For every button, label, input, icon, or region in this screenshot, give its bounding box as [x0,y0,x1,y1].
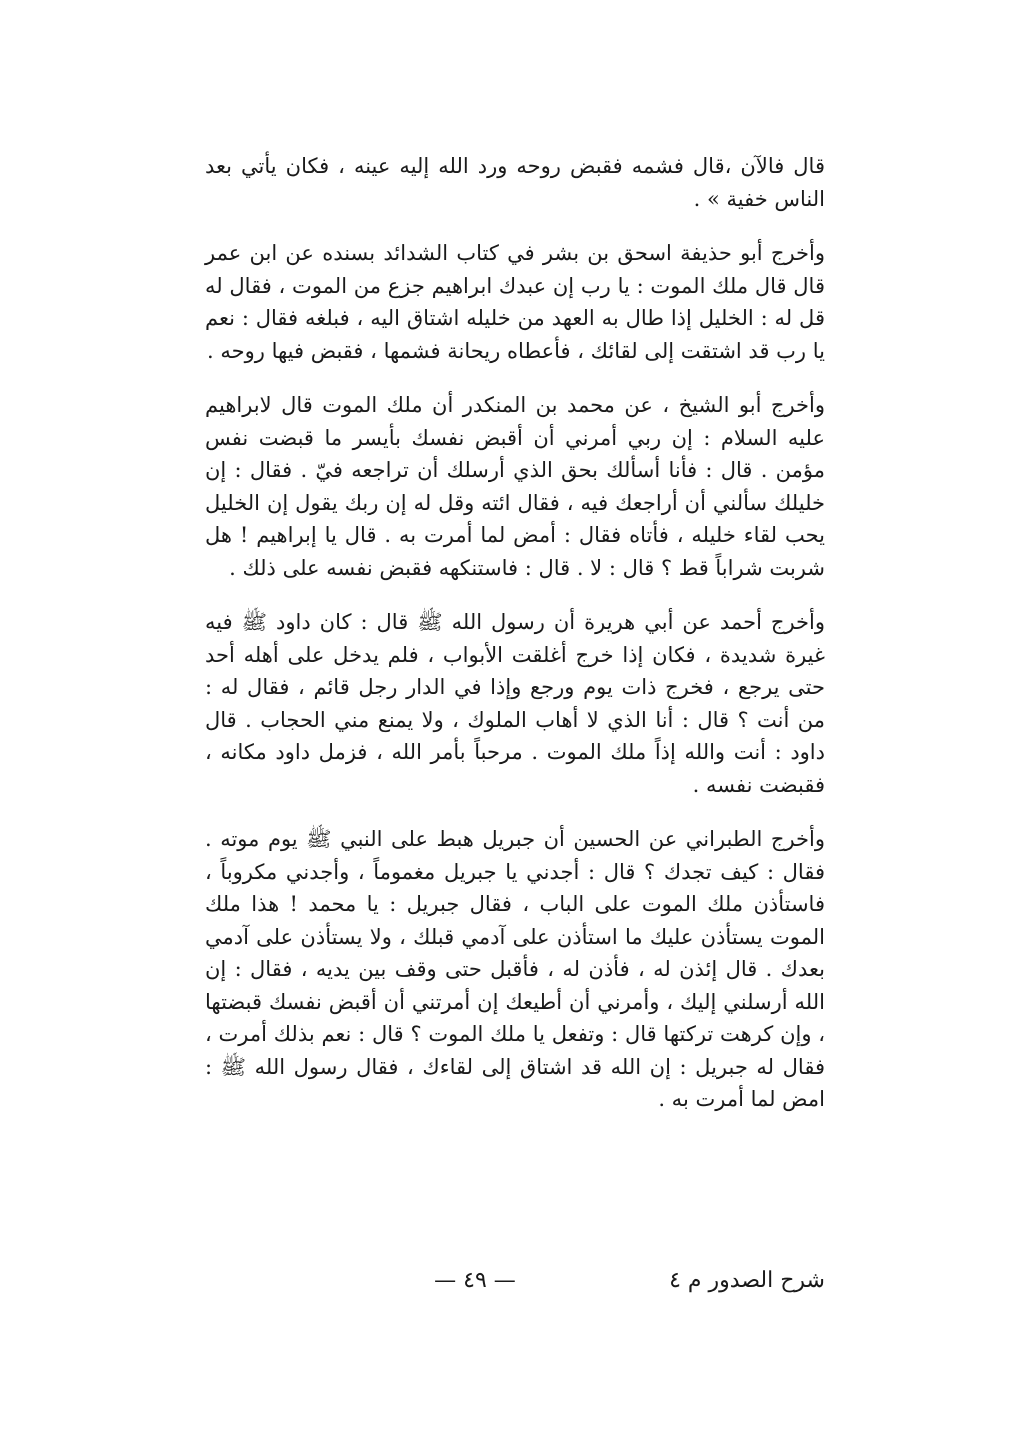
page-number: — ٤٩ — [434,1268,516,1293]
paragraph [205,150,825,215]
page-footer [205,1268,825,1302]
paragraph-text: قال فالآن ،قال فشمه فقبض روحه ورد الله إليه عينه ، فكان يأتي بعد الناس خفية » . [205,154,825,211]
paragraph [205,237,825,367]
paragraph-text: وأخرج أبو حذيفة اسحق بن بشر في كتاب الشدائد بسنده عن ابن عمر قال قال ملك الموت : يا رب إن عبدك ابراهيم جزع من الموت ، فقال له قل له : الخليل إذا طال به العهد من خليله اشتاق اليه ، فبلغه فقال : نعم يا رب قد اشتقت إلى لقائك ، فأعطاه ريحانة فشمها ، فقبض فيها روحه . [205,241,825,363]
paragraph-text: وأخرج الطبراني عن الحسين أن جبريل هبط على النبي ﷺ يوم موته . فقال : كيف تجدك ؟ قال : أجدني يا جبريل مغموماً ، وأجدني مكروباً ، فاستأذن ملك الموت على الباب ، فقال جبريل : يا محمد ! هذا ملك الموت يستأذن عليك ما استأذن على آدمي قبلك ، ولا يستأذن على آدمي بعدك . قال إئذن له ، فأذن له ، فأقبل حتى وقف بين يديه ، فقال : إن الله أرسلني إليك ، وأمرني أن أطيعك إن أمرتني أن أقبض نفسك قبضتها ، وإن كرهت تركتها قال : وتفعل يا ملك الموت ؟ قال : نعم بذلك أمرت ، فقال له جبريل : إن الله قد اشتاق إلى لقاءك ، فقال رسول الله ﷺ : امض لما أمرت به . [205,827,825,1111]
paragraph [205,389,825,584]
page-body [205,150,825,1138]
book-signature: شرح الصدور م ٤ [669,1268,825,1293]
paragraph [205,823,825,1116]
paragraph-text: وأخرج أبو الشيخ ، عن محمد بن المنكدر أن ملك الموت قال لابراهيم عليه السلام : إن ربي أمرني أن أقبض نفسك بأيسر ما قبضت نفس مؤمن . قال : فأنا أسألك بحق الذي أرسلك أن تراجعه فيّ . فقال : إن خليلك سألني أن أراجعك فيه ، فقال ائته وقل له إن ربك يقول إن الخليل يحب لقاء خليله ، فأتاه فقال : أمض لما أمرت به . قال يا إبراهيم ! هل شربت شراباً قط ؟ قال : لا . قال : فاستنكهه فقبض نفسه على ذلك . [205,393,825,580]
paragraph-text: وأخرج أحمد عن أبي هريرة أن رسول الله ﷺ قال : كان داود ﷺ فيه غيرة شديدة ، فكان إذا خرج أغلقت الأبواب ، فلم يدخل على أهله أحد حتى يرجع ، فخرج ذات يوم ورجع وإذا في الدار رجل قائم ، فقال له : من أنت ؟ قال : أنا الذي لا أهاب الملوك ، ولا يمنع مني الحجاب . قال داود : أنت والله إذاً ملك الموت . مرحباً بأمر الله ، فزمل داود مكانه ، فقبضت نفسه . [205,610,825,797]
paragraph [205,606,825,801]
